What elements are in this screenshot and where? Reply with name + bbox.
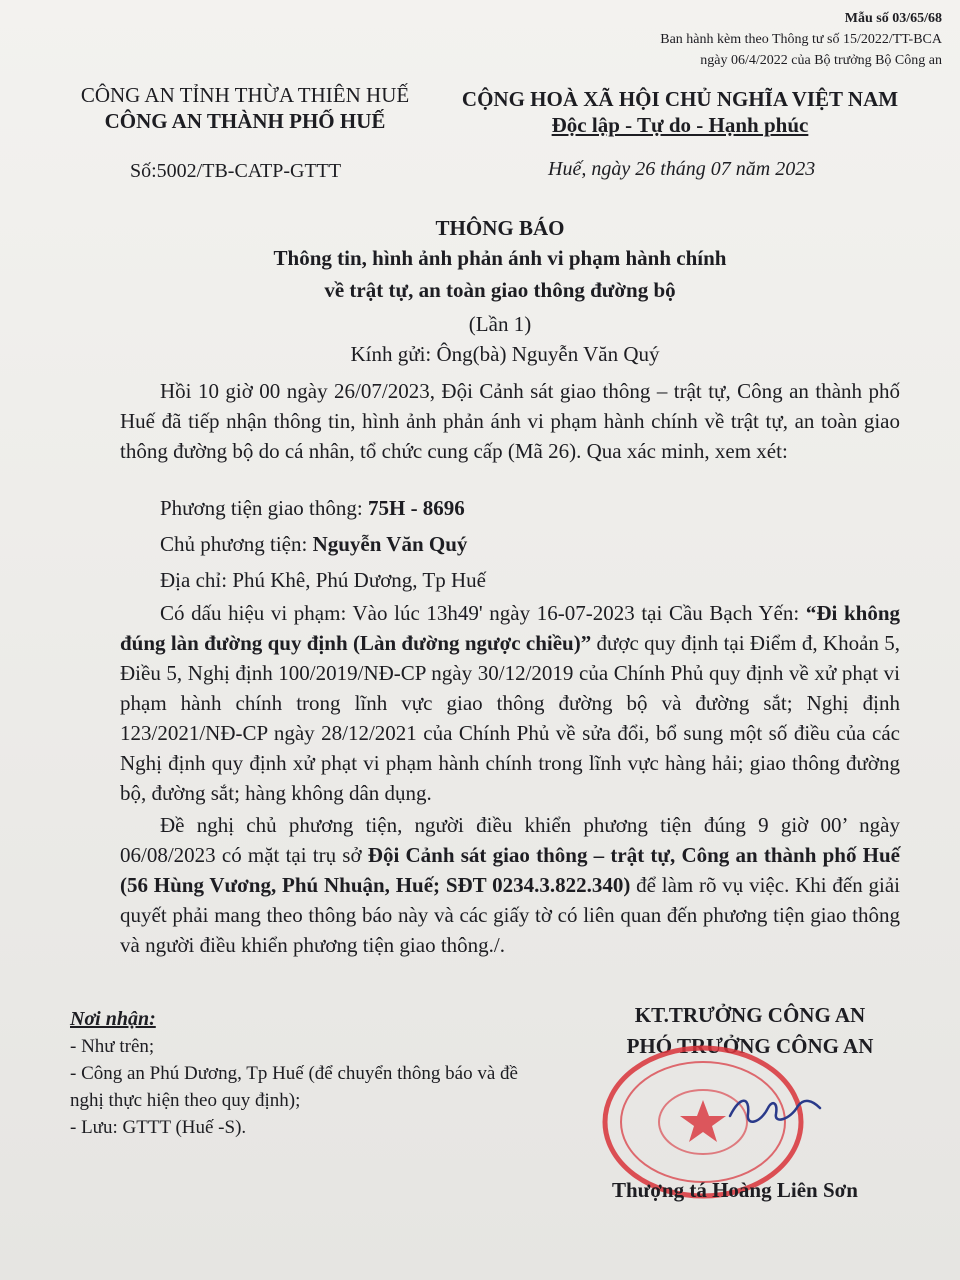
agency-header: [40, 82, 450, 134]
document-number: Số:5002/TB-CATP-GTTT: [130, 160, 342, 182]
address-field: [160, 568, 486, 593]
violation-description: “Đi không đúng làn đường quy định (Làn đường ngược chiều)”: [120, 601, 901, 655]
notice-round: (Lần 1): [468, 312, 532, 336]
form-number: Mẫu số 03/65/68: [844, 11, 942, 26]
agency-city: CÔNG AN THÀNH PHỐ HUẾ: [104, 109, 386, 133]
vehicle-plate: 75H - 8696: [367, 496, 465, 520]
request-location: Đội Cảnh sát giao thông – trật tự, Công an thành phố Huế (56 Hùng Vương, Phú Nhuận, Huế; SĐT 0234.3.822.340): [120, 843, 900, 897]
address-value: Phú Khê, Phú Dương, Tp Huế: [232, 568, 486, 592]
vehicle-field: [160, 496, 465, 521]
document-title: THÔNG BÁO: [435, 216, 565, 240]
recipients-block: [70, 1006, 540, 1141]
recipients-item: - Lưu: GTTT (Huế -S).: [70, 1117, 247, 1138]
request-intro: Đề nghị chủ phương tiện, người điều khiển phương tiện đúng 9 giờ 00’ ngày 06/08/2023 có mặt tại trụ sở: [120, 813, 900, 867]
signer-name: Thượng tá Hoàng Liên Sơn: [612, 1178, 858, 1202]
owner-label: Chủ phương tiện:: [160, 532, 313, 556]
violation-legal-basis: được quy định tại Điểm đ, Khoản 5, Điều 5, Nghị định 100/2019/NĐ-CP ngày 30/12/2019 của Chính Phủ quy định về xử phạt vi phạm hành chính trong lĩnh vực giao thông đường bộ và đường sắt; Nghị định 123/2021/NĐ-CP ngày 28/12/2021 của Chính Phủ về sửa đổi, bổ sung một số điều của các Nghị định quy định xử phạt vi phạm hành chính trong lĩnh vực hàng hải; giao thông đường bộ, đường sắt; hàng không dân dụng.: [120, 631, 900, 805]
recipients-item: - Như trên;: [70, 1036, 155, 1057]
intro-paragraph: Hồi 10 giờ 00 ngày 26/07/2023, Đội Cảnh sát giao thông – trật tự, Công an thành phố Huế đã tiếp nhận thông tin, hình ảnh phản ánh vi phạm hành chính về trật tự, an toàn giao thông đường bộ do cá nhân, tổ chức cung cấp (Mã 26). Qua xác minh, xem xét:: [120, 379, 900, 463]
document-date: Huế, ngày 26 tháng 07 năm 2023: [548, 158, 816, 180]
form-issued-date: ngày 06/4/2022 của Bộ trưởng Bộ Công an: [700, 53, 942, 68]
form-issued-with: Ban hành kèm theo Thông tư số 15/2022/TT-BCA: [660, 32, 942, 47]
vehicle-label: Phương tiện giao thông:: [160, 496, 368, 520]
form-number-block: [660, 8, 942, 71]
document-subtitle-1: Thông tin, hình ảnh phản ánh vi phạm hành chính: [273, 246, 727, 270]
national-header: [440, 86, 920, 138]
violation-paragraph: [120, 598, 900, 808]
signature-title-1: KT.TRƯỞNG CÔNG AN: [634, 1003, 866, 1027]
national-motto: Độc lập - Tự do - Hạnh phúc: [551, 113, 809, 137]
national-name: CỘNG HOÀ XÃ HỘI CHỦ NGHĨA VIỆT NAM: [461, 87, 899, 111]
agency-province: CÔNG AN TỈNH THỪA THIÊN HUẾ: [80, 83, 410, 107]
handwritten-signature-icon: [720, 1086, 830, 1136]
request-paragraph: [120, 810, 900, 960]
violation-intro: Có dấu hiệu vi phạm: Vào lúc 13h49' ngày 16-07-2023 tại Cầu Bạch Yến:: [160, 601, 806, 625]
recipient-line: Kính gửi: Ông(bà) Nguyễn Văn Quý: [350, 342, 660, 366]
recipients-item: - Công an Phú Dương, Tp Huế (để chuyển thông báo và đề nghị thực hiện theo quy định);: [70, 1063, 518, 1111]
address-label: Địa chỉ:: [160, 568, 233, 592]
signature-title-2: PHÓ TRƯỞNG CÔNG AN: [626, 1034, 874, 1058]
owner-name: Nguyễn Văn Quý: [312, 532, 468, 556]
recipients-heading: Nơi nhận:: [70, 1008, 156, 1030]
document-subtitle-2: về trật tự, an toàn giao thông đường bộ: [324, 278, 676, 302]
owner-field: [160, 532, 467, 557]
request-instructions: để làm rõ vụ việc. Khi đến giải quyết phải mang theo thông báo này và các giấy tờ có liên quan đến phương tiện giao thông và người điều khiển phương tiện giao thông./.: [120, 873, 900, 957]
